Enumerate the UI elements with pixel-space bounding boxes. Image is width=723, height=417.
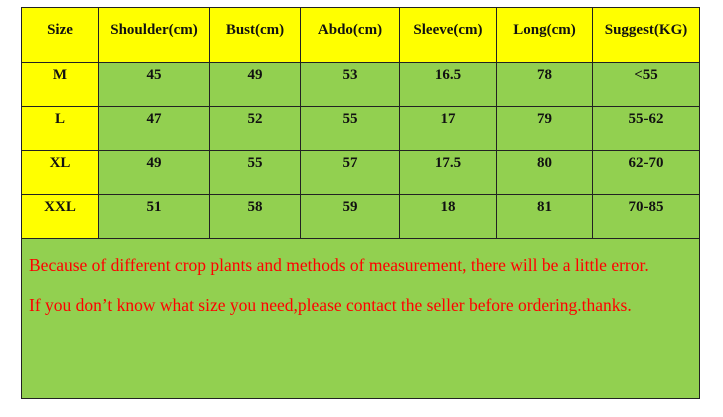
size-label: M — [22, 63, 99, 107]
table-row — [22, 107, 700, 151]
abdo-value: 55 — [301, 107, 400, 151]
contact-seller-note: If you don’t know what size you need,please contact the seller before ordering.thanks. — [29, 295, 632, 315]
header-bust: Bust(cm) — [210, 8, 301, 63]
header-abdo: Abdo(cm) — [301, 8, 400, 63]
bust-value: 55 — [210, 151, 301, 195]
size-label: L — [22, 107, 99, 151]
long-value: 79 — [497, 107, 593, 151]
abdo-value: 59 — [301, 195, 400, 239]
size-chart-table — [21, 7, 700, 399]
header-row — [22, 8, 700, 63]
sleeve-value: 17 — [400, 107, 497, 151]
measurement-error-note: Because of different crop plants and methods of measurement, there will be a little error. — [29, 255, 649, 275]
shoulder-value: 47 — [99, 107, 210, 151]
header-size: Size — [22, 8, 99, 63]
sleeve-value: 17.5 — [400, 151, 497, 195]
abdo-value: 57 — [301, 151, 400, 195]
suggest-value: <55 — [593, 63, 700, 107]
long-value: 81 — [497, 195, 593, 239]
header-shoulder: Shoulder(cm) — [99, 8, 210, 63]
bust-value: 58 — [210, 195, 301, 239]
suggest-value: 70-85 — [593, 195, 700, 239]
header-long: Long(cm) — [497, 8, 593, 63]
size-label: XXL — [22, 195, 99, 239]
abdo-value: 53 — [301, 63, 400, 107]
shoulder-value: 51 — [99, 195, 210, 239]
table-row — [22, 151, 700, 195]
note-cell — [22, 239, 700, 399]
sleeve-value: 18 — [400, 195, 497, 239]
shoulder-value: 45 — [99, 63, 210, 107]
header-sleeve: Sleeve(cm) — [400, 8, 497, 63]
long-value: 78 — [497, 63, 593, 107]
suggest-value: 55-62 — [593, 107, 700, 151]
bust-value: 49 — [210, 63, 301, 107]
note-row — [22, 239, 700, 399]
table-row — [22, 63, 700, 107]
size-label: XL — [22, 151, 99, 195]
sleeve-value: 16.5 — [400, 63, 497, 107]
header-suggest: Suggest(KG) — [593, 8, 700, 63]
shoulder-value: 49 — [99, 151, 210, 195]
long-value: 80 — [497, 151, 593, 195]
bust-value: 52 — [210, 107, 301, 151]
suggest-value: 62-70 — [593, 151, 700, 195]
table-row — [22, 195, 700, 239]
